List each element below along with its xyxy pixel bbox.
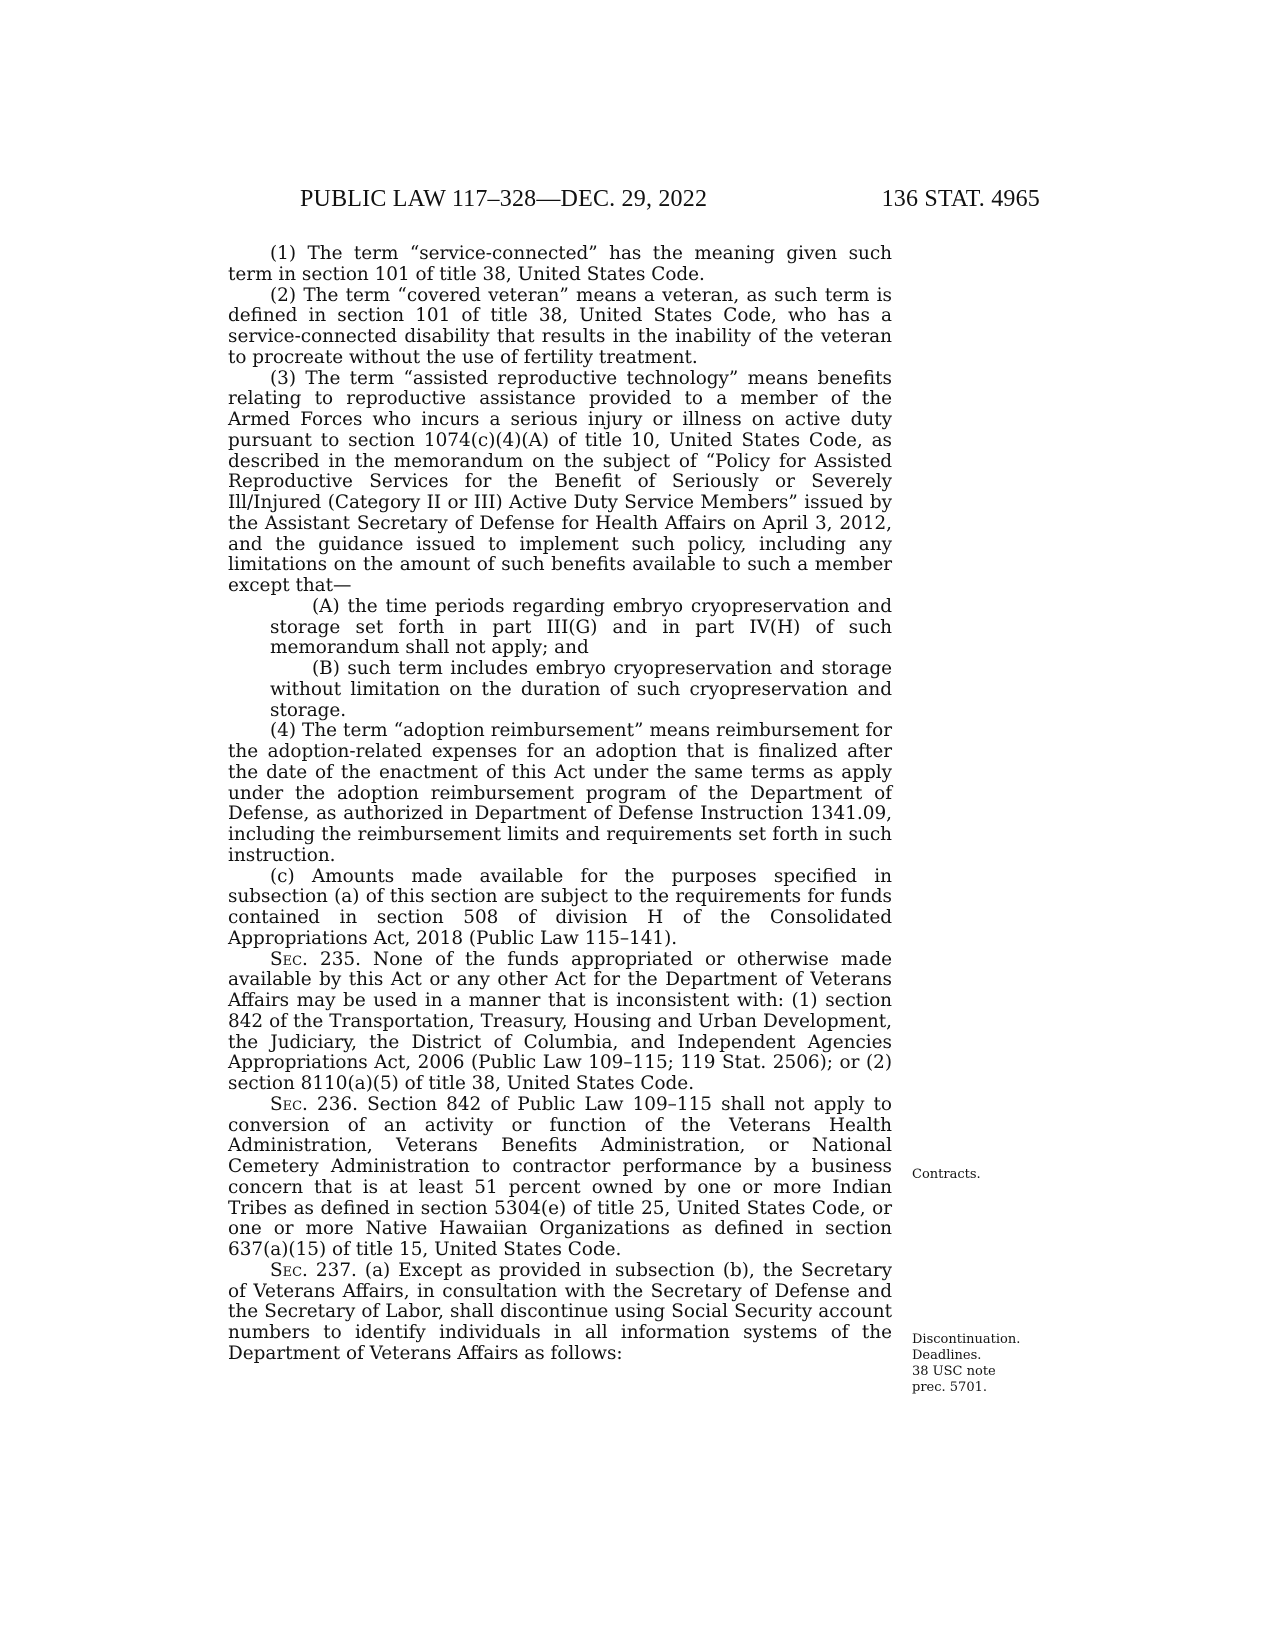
running-head-title: PUBLIC LAW 117–328—DEC. 29, 2022 (300, 186, 708, 212)
section-235 (228, 950, 892, 1095)
section-237-label: Sec (270, 1259, 303, 1281)
margin-note-section-237 (912, 1332, 1020, 1396)
section-235-label: Sec (270, 948, 303, 970)
margin-note-usc-note: 38 USC note (912, 1364, 996, 1379)
section-237-text: . 237. (a) Except as provided in subsection (b), the Secretary of Veterans Affairs, in consultation with the Secretary of Defense and the Secretary of Labor, shall discontinue using Social Security account numbers to identify individuals in all information systems of the Department of Veterans Affairs as follows: (228, 1259, 892, 1364)
definition-covered-veteran: (2) The term “covered veteran” means a veteran, as such term is defined in section 101 of title 38, United States Code, who has a service-connected disability that results in the inability of the veteran to procreate without the use of fertility treatment. (228, 284, 892, 368)
margin-note-prec: prec. 5701. (912, 1380, 987, 1395)
section-236-label: Sec (270, 1093, 303, 1115)
margin-note-deadlines: Deadlines. (912, 1348, 982, 1363)
document-body (228, 244, 892, 1365)
margin-note-contracts (912, 1167, 981, 1183)
subparagraph-b: (B) such term includes embryo cryopreservation and storage without limitation on the duration of such cryopreservation and storage. (270, 658, 892, 721)
section-236-text: . 236. Section 842 of Public Law 109–115 shall not apply to conversion of an activity or function of the Veterans Health Administration, Veterans Benefits Administration, or National Cemetery Administration to contractor performance by a business concern that is at least 51 percent owned by one or more Indian Tribes as defined in section 5304(e) of title 25, United States Code, or one or more Native Hawaiian Organizations as defined in section 637(a)(15) of title 15, United States Code. (228, 1093, 892, 1260)
definition-assisted-reproductive-technology: (3) The term “assisted reproductive technology” means benefits relating to reproductive assistance provided to a member of the Armed Forces who incurs a serious injury or illness on active duty pursuant to section 1074(c)(4)(A) of title 10, United States Code, as described in the memorandum on the subject of “Policy for Assisted Reproductive Services for the Benefit of Seriously or Severely Ill/Injured (Category II or III) Active Duty Service Members” issued by the Assistant Secretary of Defense for Health Affairs on April 3, 2012, and the guidance issued to implement such policy, including any limitations on the amount of such benefits available to such a member except that— (228, 367, 892, 596)
section-237 (228, 1261, 892, 1365)
subsection-c: (c) Amounts made available for the purposes specified in subsection (a) of this section are subject to the requirements for funds contained in section 508 of division H of the Consolidated Appropriations Act, 2018 (Public Law 115–141). (228, 865, 892, 949)
definition-service-connected: (1) The term “service-connected” has the meaning given such term in section 101 of title 38, United States Code. (228, 243, 892, 285)
subparagraph-a: (A) the time periods regarding embryo cryopreservation and storage set forth in part III(G) and in part IV(H) of such memorandum shall not apply; and (270, 595, 892, 659)
definition-adoption-reimbursement: (4) The term “adoption reimbursement” means reimbursement for the adoption-related expenses for an adoption that is finalized after the date of the enactment of this Act under the same terms as apply under the adoption reimbursement program of the Department of Defense, as authorized in Department of Defense Instruction 1341.09, including the reimbursement limits and requirements set forth in such instruction. (228, 720, 892, 866)
margin-note-discontinuation: Discontinuation. (912, 1332, 1021, 1347)
margin-note-contracts-text: Contracts. (912, 1167, 981, 1182)
page-header (300, 186, 1040, 222)
statute-page-number: 136 STAT. 4965 (881, 186, 1040, 212)
section-236 (228, 1095, 892, 1261)
section-235-text: . 235. None of the funds appropriated or otherwise made available by this Act or any other Act for the Department of Veterans Affairs may be used in a manner that is inconsistent with: (1) section 842 of the Transportation, Treasury, Housing and Urban Development, the Judiciary, the District of Columbia, and Independent Agencies Appropriations Act, 2006 (Public Law 109–115; 119 Stat. 2506); or (2) section 8110(a)(5) of title 38, United States Code. (228, 948, 892, 1094)
